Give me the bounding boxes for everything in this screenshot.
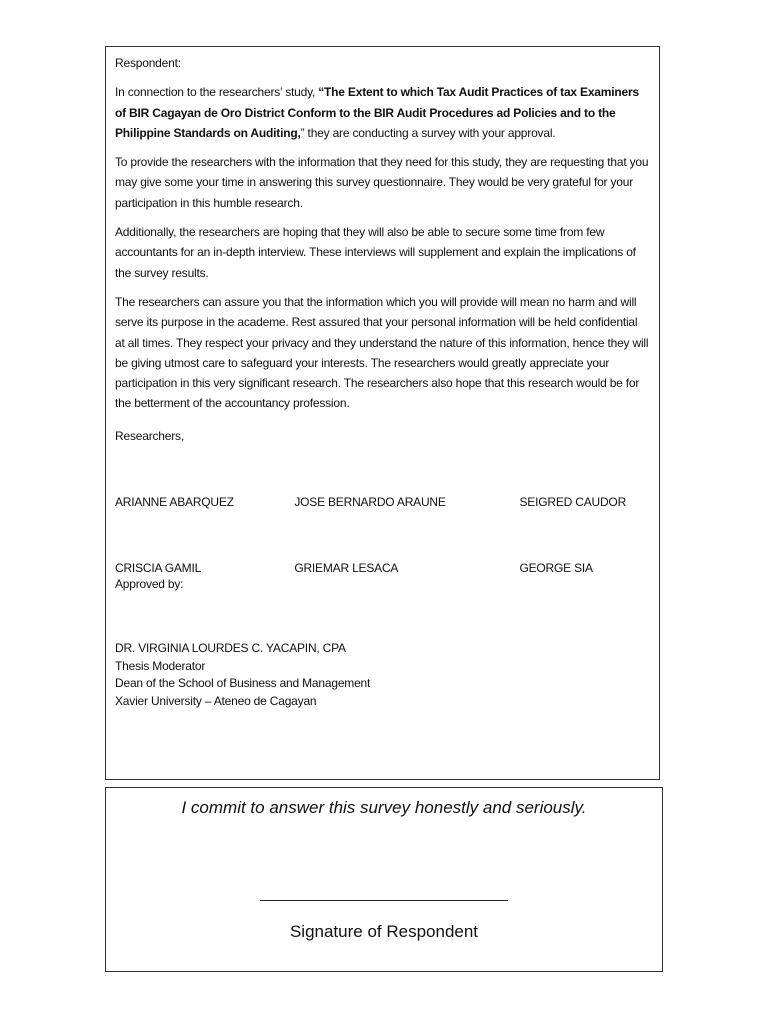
intro-prefix: In connection to the researchers’ study, — [115, 85, 319, 100]
approver-role: Thesis Moderator — [115, 658, 206, 673]
study-title: “The Extent to which Tax Audit Practices of tax Examiners of BIR Cagayan de Oro District Conform to the BIR Audit Procedures ad Policies and to the Philippine Standards on Auditing, — [115, 85, 639, 140]
researchers-row — [115, 494, 649, 510]
interview-paragraph: Additionally, the researchers are hoping that they will also be able to secure some time from few accountants for an in-depth interview. These interviews will supplement and explain the implications of the survey results. — [115, 225, 636, 280]
researcher-name: SEIGRED CAUDOR — [519, 495, 627, 510]
researchers-row — [115, 560, 649, 576]
approved-by-label: Approved by: — [115, 577, 184, 592]
researcher-name: GRIEMAR LESACA — [294, 561, 399, 576]
approver-name: DR. VIRGINIA LOURDES C. YACAPIN, CPA — [115, 641, 346, 656]
approver-institution: Xavier University – Ateneo de Cagayan — [115, 693, 317, 708]
researcher-name: JOSE BERNARDO ARAUNE — [294, 495, 446, 510]
commitment-box — [105, 787, 663, 972]
researcher-name: ARIANNE ABARQUEZ — [115, 495, 234, 510]
approver-role: Dean of the School of Business and Management — [115, 676, 371, 691]
signature-label: Signature of Respondent — [289, 922, 479, 941]
commitment-statement: I commit to answer this survey honestly and seriously. — [181, 798, 587, 817]
signature-line[interactable] — [260, 900, 508, 901]
intro-suffix: ” they are conducting a survey with your approval. — [300, 125, 556, 140]
closing: Researchers, — [115, 428, 184, 443]
intro-paragraph — [115, 82, 649, 143]
purpose-paragraph: To provide the researchers with the information that they need for this study, they are requesting that you may give some your time in answering this survey questionnaire. They would be very grateful for your participation in this humble research. — [115, 155, 649, 210]
researcher-name: GEORGE SIA — [519, 561, 593, 576]
approver-block — [115, 640, 649, 710]
assurance-paragraph: The researchers can assure you that the information which you will provide will mean no harm and will serve its purpose in the academe. Rest assured that your personal information will be held confidential at all times. They respect your privacy and they understand the nature of this information, hence they will be giving utmost care to safeguard your interests. The researchers would greatly appreciate your participation in this very significant research. The researchers also hope that this research would be for the betterment of the accountancy profession. — [115, 294, 649, 411]
consent-letter — [105, 46, 660, 780]
researcher-name: CRISCIA GAMIL — [115, 561, 202, 576]
salutation: Respondent: — [115, 56, 181, 70]
